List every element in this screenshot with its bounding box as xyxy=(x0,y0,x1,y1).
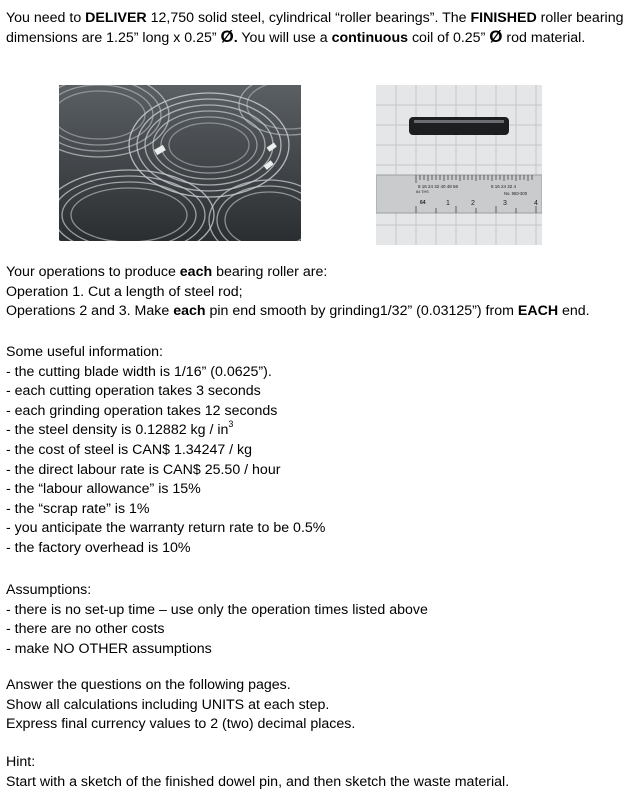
ruler-number-3: 3 xyxy=(503,200,507,207)
info-item: - the factory overhead is 10% xyxy=(6,539,191,556)
info-item: - the “scrap rate” is 1% xyxy=(6,500,150,517)
info-item: - each grinding operation takes 12 seconds xyxy=(6,402,278,419)
density-text: - the steel density is 0.12882 kg / in xyxy=(6,422,229,439)
info-heading: Some useful information: xyxy=(6,344,163,360)
intro-text: You will use a xyxy=(237,30,332,46)
intro-bold-period: . xyxy=(233,30,238,46)
info-item: - the “labour allowance” is 15% xyxy=(6,481,201,498)
assumption-item: - there are no other costs xyxy=(6,621,165,638)
ruler-number-4: 4 xyxy=(534,200,538,207)
info-item: - the cost of steel is CAN$ 1.34247 / kg xyxy=(6,441,253,458)
density-exponent: 3 xyxy=(228,419,234,430)
assumptions-heading: Assumptions: xyxy=(6,582,92,598)
hint-heading: Hint: xyxy=(6,754,36,770)
text: bearing roller are: xyxy=(212,264,328,280)
steel-coils-icon xyxy=(59,85,301,241)
intro-text: You need to xyxy=(6,10,86,26)
info-item: - each cutting operation takes 3 seconds xyxy=(6,383,261,400)
hint-section xyxy=(6,753,509,792)
intro-text: roller bearing dimensions are 1.25” long x 0.25” xyxy=(6,10,624,46)
text: end. xyxy=(558,303,590,320)
intro-paragraph xyxy=(6,8,624,48)
dowel-pin-icon xyxy=(376,85,542,245)
info-item: - you anticipate the warranty return rate to be 0.5% xyxy=(6,520,326,537)
operations-intro xyxy=(6,263,590,283)
answer-line: Answer the questions on the following pages. xyxy=(6,677,291,693)
ruler-model-number: No. 950-300 xyxy=(504,191,528,196)
ruler-number-1: 1 xyxy=(446,200,450,207)
text: Operations 2 and 3. Make xyxy=(6,303,174,320)
bold-each: each xyxy=(179,264,213,280)
hint-text: Start with a sketch of the finished dowel pin, and then sketch the waste material. xyxy=(6,773,510,790)
info-item: - the direct labour rate is CAN$ 25.50 / hour xyxy=(6,461,281,478)
operations-section xyxy=(6,263,590,322)
dowel-pin-on-ruler-photo xyxy=(376,85,542,245)
useful-information-section xyxy=(6,343,325,559)
ruler-scale-label: 64 THS xyxy=(416,190,429,194)
intro-bold-continuous: continuous xyxy=(331,30,409,46)
info-item-density xyxy=(6,421,325,441)
intro-text: coil of 0.25” xyxy=(408,30,490,46)
intro-text: 12,750 solid steel, cylindrical “roller bearings”. The xyxy=(146,10,471,26)
info-item: - the cutting blade width is 1/16” (0.0625”). xyxy=(6,363,272,380)
answer-line: Show all calculations including UNITS at each step. xyxy=(6,696,330,713)
operation-2-3 xyxy=(6,302,590,322)
bold-each-end: EACH xyxy=(517,303,559,320)
diameter-symbol: Ø xyxy=(489,27,503,46)
intro-bold-finished: FINISHED xyxy=(470,10,537,26)
text: pin end smooth by grinding1/32” (0.03125”) from xyxy=(205,303,518,320)
ruler-tick-labels: 8 16 24 32 40 48 56 xyxy=(418,184,459,189)
text: Your operations to produce xyxy=(6,264,180,280)
intro-bold-deliver: DELIVER xyxy=(85,10,147,26)
answer-line: Express final currency values to 2 (two) decimal places. xyxy=(6,716,356,733)
ruler-number-2: 2 xyxy=(471,200,475,207)
steel-wire-coils-photo xyxy=(59,85,301,241)
ruler-sub-label: 64 xyxy=(420,200,426,206)
ruler-tick-labels-2: 8 16 24 32 4 xyxy=(491,184,517,189)
assumptions-section xyxy=(6,581,428,659)
intro-text: rod material. xyxy=(502,30,586,46)
assumption-item: - make NO OTHER assumptions xyxy=(6,640,212,657)
assumption-item: - there is no set-up time – use only the operation times listed above xyxy=(6,601,428,618)
diameter-symbol: Ø xyxy=(220,27,234,46)
bold-each: each xyxy=(173,303,206,320)
operation-1: Operation 1. Cut a length of steel rod; xyxy=(6,283,243,300)
answer-instructions-section xyxy=(6,676,355,735)
